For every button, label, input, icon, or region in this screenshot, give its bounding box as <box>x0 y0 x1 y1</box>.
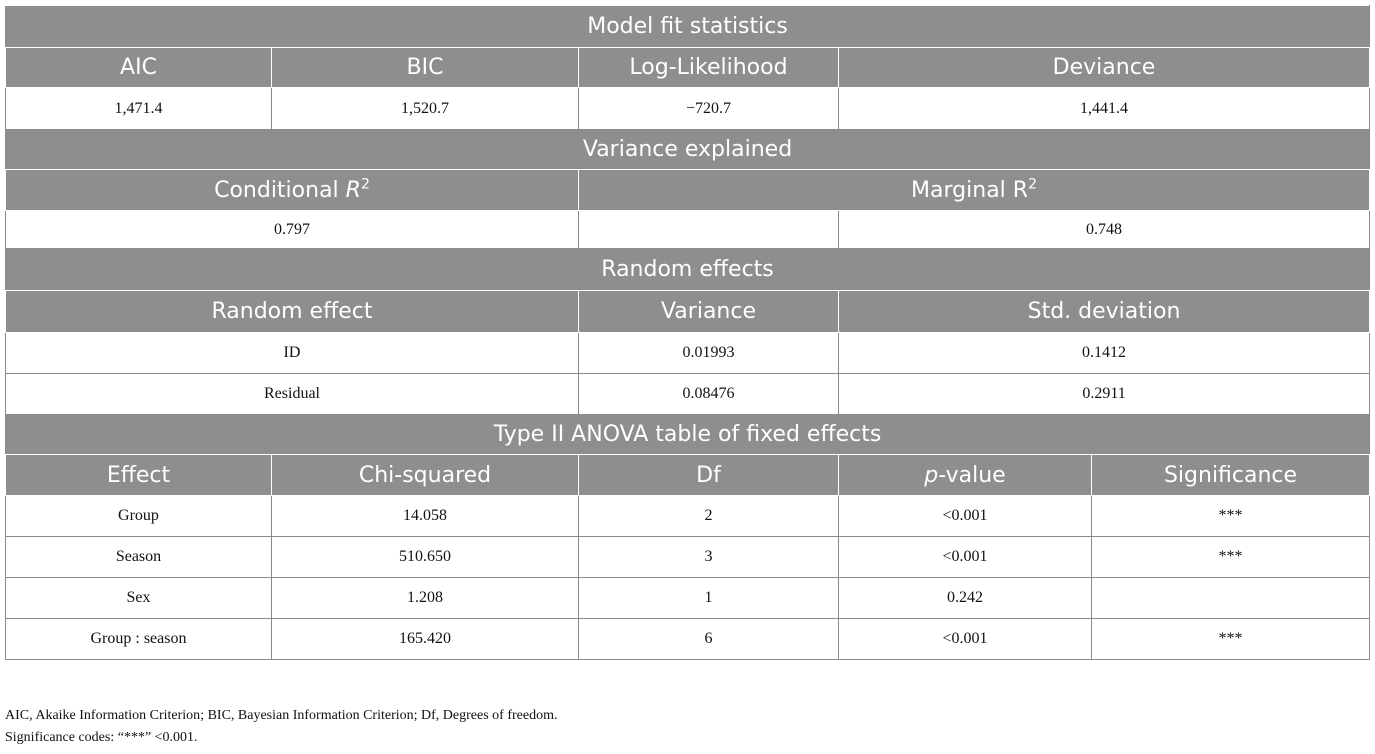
model-fit-header-row <box>6 48 1370 88</box>
table-row <box>6 537 1370 578</box>
anova-chi-squared: 165.420 <box>272 619 579 660</box>
random-effect-name: Residual <box>6 374 579 415</box>
variance-explained-header-row <box>6 170 1370 211</box>
anova-p-value: 0.242 <box>839 578 1092 619</box>
table-row <box>6 578 1370 619</box>
conditional-superscript: 2 <box>360 176 370 193</box>
anova-effect: Season <box>6 537 272 578</box>
value-bic: 1,520.7 <box>272 88 579 130</box>
anova-p-value: <0.001 <box>839 619 1092 660</box>
anova-effect: Group <box>6 496 272 537</box>
header-marginal-r2 <box>579 170 1370 211</box>
random-effect-variance: 0.08476 <box>579 374 839 415</box>
value-conditional-r2: 0.797 <box>6 211 579 249</box>
anova-header-row <box>6 455 1370 496</box>
table-footnotes <box>5 705 557 749</box>
table-row <box>6 496 1370 537</box>
p-symbol: p <box>924 462 939 488</box>
value-aic: 1,471.4 <box>6 88 272 130</box>
anova-chi-squared: 510.650 <box>272 537 579 578</box>
value-log-likelihood: −720.7 <box>579 88 839 130</box>
anova-significance: *** <box>1092 537 1370 578</box>
table-row <box>6 374 1370 415</box>
random-effects-title: Random effects <box>6 249 1370 291</box>
conditional-label: Conditional <box>214 177 346 203</box>
header-log-likelihood: Log-Likelihood <box>579 48 839 88</box>
anova-df: 2 <box>579 496 839 537</box>
anova-title: Type II ANOVA table of fixed effects <box>6 415 1370 455</box>
empty-cell <box>579 211 839 249</box>
table-row <box>6 619 1370 660</box>
header-conditional-r2 <box>6 170 579 211</box>
value-marginal-r2: 0.748 <box>839 211 1370 249</box>
model-results-table <box>5 5 1370 660</box>
anova-df: 3 <box>579 537 839 578</box>
header-chi-squared: Chi-squared <box>272 455 579 496</box>
variance-explained-title: Variance explained <box>6 130 1370 170</box>
conditional-r-symbol: R <box>345 177 361 203</box>
random-effects-header-row <box>6 291 1370 333</box>
anova-chi-squared: 14.058 <box>272 496 579 537</box>
anova-effect: Group : season <box>6 619 272 660</box>
variance-explained-title-row <box>6 130 1370 170</box>
anova-p-value: <0.001 <box>839 496 1092 537</box>
header-deviance: Deviance <box>839 48 1370 88</box>
p-value-label: -value <box>938 462 1006 488</box>
header-bic: BIC <box>272 48 579 88</box>
header-df: Df <box>579 455 839 496</box>
marginal-label: Marginal R <box>911 177 1029 203</box>
model-fit-title-row <box>6 6 1370 48</box>
anova-effect: Sex <box>6 578 272 619</box>
variance-explained-values-row <box>6 211 1370 249</box>
anova-chi-squared: 1.208 <box>272 578 579 619</box>
anova-df: 1 <box>579 578 839 619</box>
model-fit-title: Model fit statistics <box>6 6 1370 48</box>
anova-title-row <box>6 415 1370 455</box>
header-significance: Significance <box>1092 455 1370 496</box>
anova-significance: *** <box>1092 496 1370 537</box>
header-variance: Variance <box>579 291 839 333</box>
model-fit-values-row <box>6 88 1370 130</box>
footnote-significance-codes: Significance codes: “***” <0.001. <box>5 730 198 745</box>
random-effects-title-row <box>6 249 1370 291</box>
marginal-superscript: 2 <box>1028 176 1037 193</box>
anova-df: 6 <box>579 619 839 660</box>
random-effect-std: 0.2911 <box>839 374 1370 415</box>
random-effect-name: ID <box>6 333 579 374</box>
header-random-effect: Random effect <box>6 291 579 333</box>
anova-significance <box>1092 578 1370 619</box>
table-row <box>6 333 1370 374</box>
anova-significance: *** <box>1092 619 1370 660</box>
footnote-abbreviations: AIC, Akaike Information Criterion; BIC, Bayesian Information Criterion; Df, Degrees of freedom. <box>5 708 558 723</box>
random-effect-std: 0.1412 <box>839 333 1370 374</box>
random-effect-variance: 0.01993 <box>579 333 839 374</box>
header-p-value <box>839 455 1092 496</box>
header-aic: AIC <box>6 48 272 88</box>
header-effect: Effect <box>6 455 272 496</box>
header-std-deviation: Std. deviation <box>839 291 1370 333</box>
value-deviance: 1,441.4 <box>839 88 1370 130</box>
anova-p-value: <0.001 <box>839 537 1092 578</box>
